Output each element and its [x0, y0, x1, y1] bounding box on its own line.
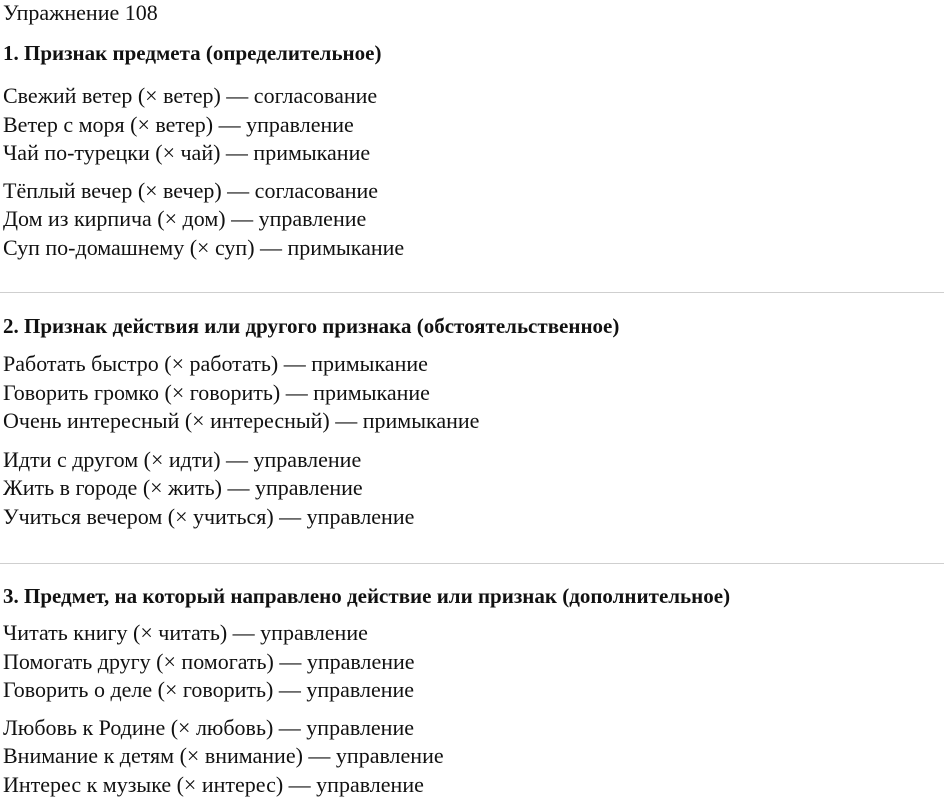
section-heading: 1. Признак предмета (определительное) — [3, 41, 382, 65]
phrase-line: Жить в городе (× жить) — управление — [3, 475, 363, 500]
phrase-line: Дом из кирпича (× дом) — управление — [3, 206, 367, 231]
section-divider — [0, 292, 944, 293]
phrase-group — [3, 619, 939, 705]
section-divider — [0, 563, 944, 564]
phrase-line: Помогать другу (× помогать) — управление — [3, 648, 415, 674]
phrase-line: Любовь к Родине (× любовь) — управление — [3, 714, 414, 740]
phrase-line: Интерес к музыке (× интерес) — управление — [3, 771, 424, 797]
phrase-group — [3, 446, 939, 532]
exercise-title: Упражнение 108 — [3, 0, 158, 25]
phrase-line: Идти с другом (× идти) — управление — [3, 446, 362, 472]
phrase-line: Работать быстро (× работать) — примыкание — [3, 351, 428, 376]
phrase-line: Говорить о деле (× говорить) — управление — [3, 677, 415, 702]
section-3 — [3, 583, 939, 799]
phrase-line: Свежий ветер (× ветер) — согласование — [3, 83, 378, 108]
phrase-group — [3, 350, 939, 436]
phrase-line: Ветер с моря (× ветер) — управление — [3, 111, 354, 137]
section-heading: 2. Признак действия или другого признака (обстоятельственное) — [3, 314, 620, 338]
phrase-line: Говорить громко (× говорить) — примыкание — [3, 379, 430, 405]
phrase-line: Чай по-турецки (× чай) — примыкание — [3, 140, 371, 165]
phrase-group — [3, 714, 939, 800]
section-heading: 3. Предмет, на который направлено действие или признак (дополнительное) — [3, 584, 731, 608]
section-1 — [3, 40, 939, 262]
phrase-group — [3, 177, 939, 263]
phrase-line: Очень интересный (× интересный) — примыкание — [3, 408, 480, 433]
phrase-line: Тёплый вечер (× вечер) — согласование — [3, 177, 379, 203]
phrase-line: Суп по-домашнему (× суп) — примыкание — [3, 234, 405, 260]
phrase-line: Учиться вечером (× учиться) — управление — [3, 503, 415, 529]
phrase-line: Внимание к детям (× внимание) — управление — [3, 743, 444, 768]
phrase-line: Читать книгу (× читать) — управление — [3, 620, 368, 645]
section-2 — [3, 313, 939, 531]
phrase-group — [3, 82, 939, 168]
